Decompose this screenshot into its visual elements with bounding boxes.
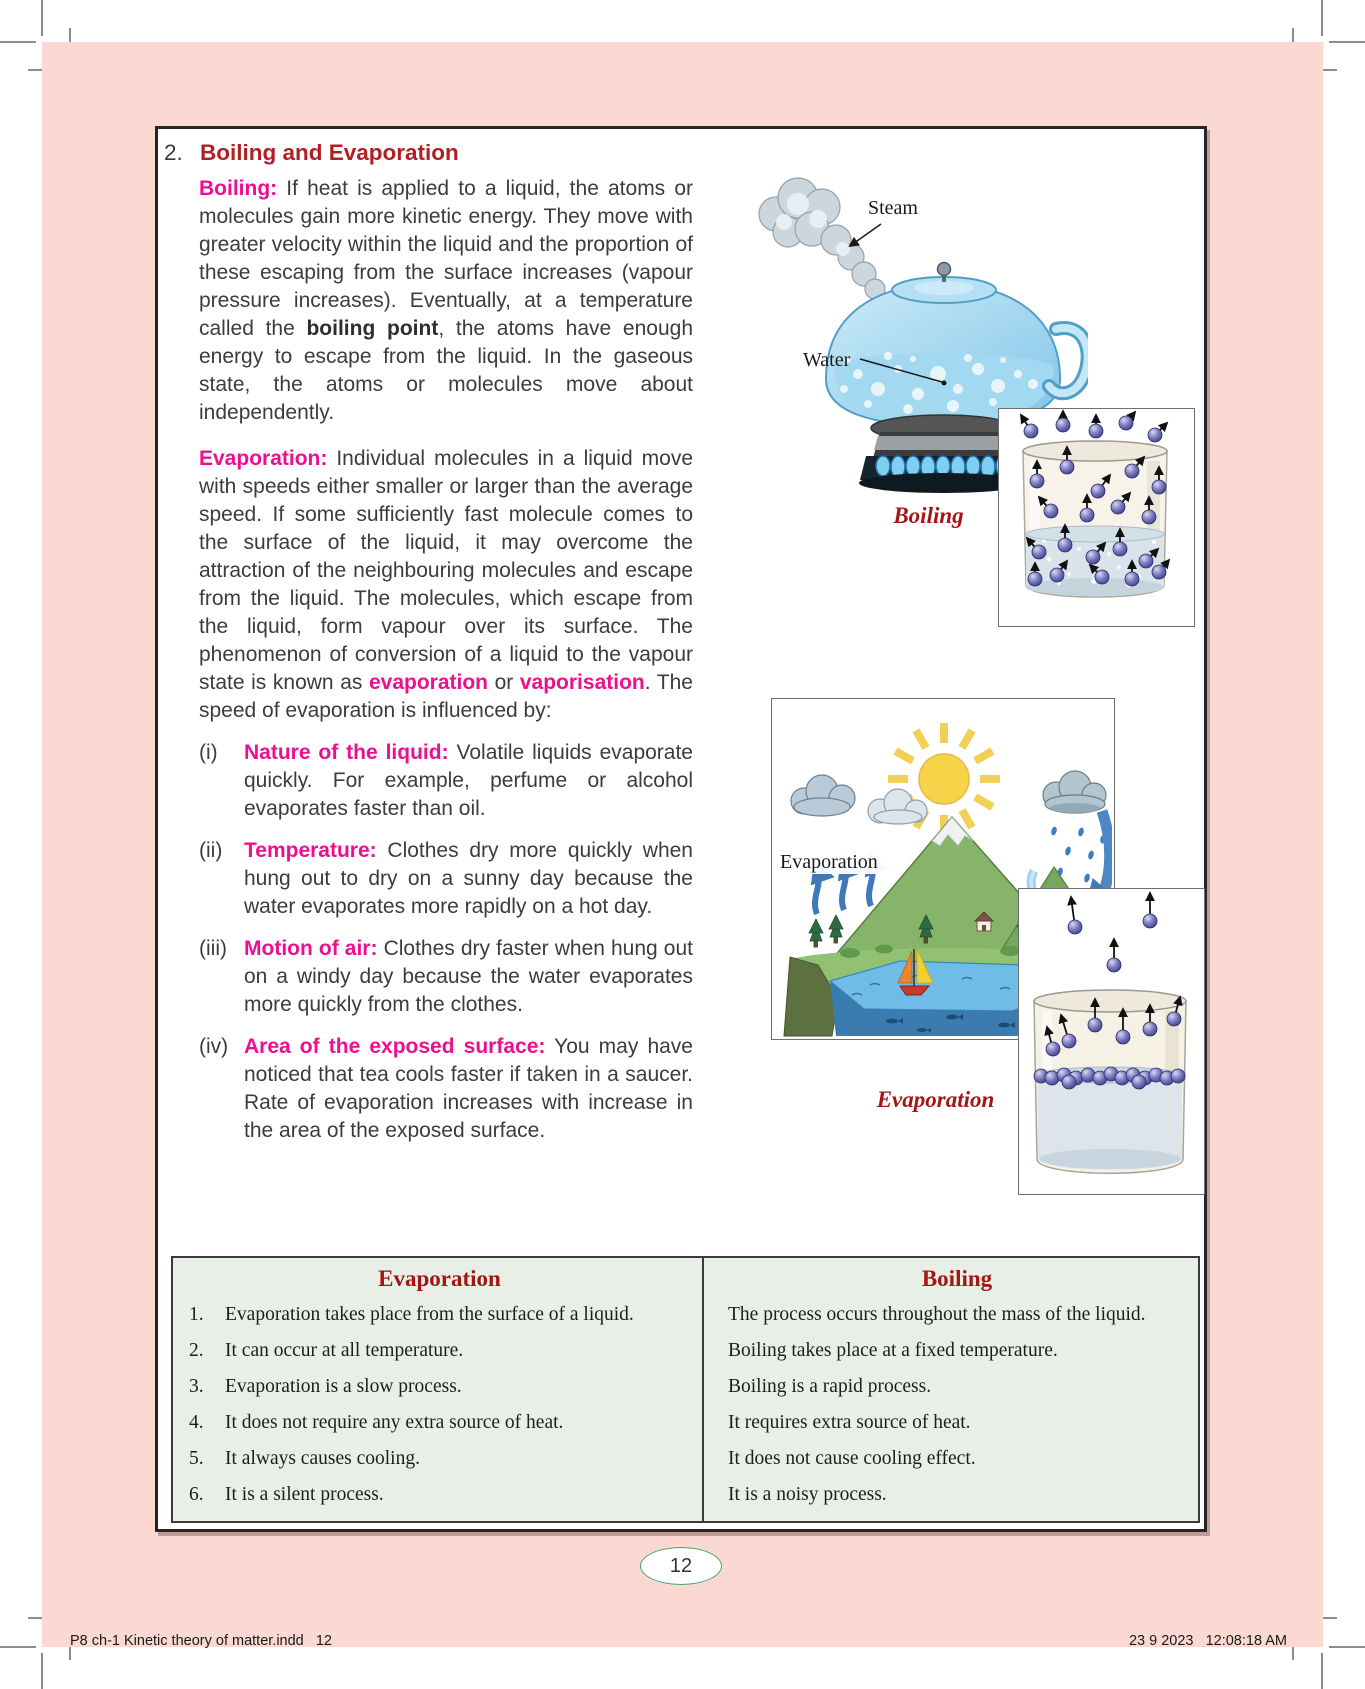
- keyword-evaporation-2: evaporation: [368, 671, 488, 694]
- crop-mark: [1329, 1646, 1365, 1648]
- evaporation-text-1: Individual molecules in a liquid move with speeds either smaller or larger than the average speed. If some sufficiently fast molecule comes to the surface of the liquid, it may overcome the attraction of the neighbouring molecules and escape from the liquid. The molecules, which escape from the liquid, form vapour over its surface. The phenomenon of conversion of a liquid to the vapour state is known as: [199, 447, 693, 694]
- beaker-rim: [1034, 990, 1186, 1012]
- imprint-filename: P8 ch-1 Kinetic theory of matter.indd 12: [70, 1633, 332, 1649]
- boiling-figure-box: [998, 408, 1195, 627]
- row-text: It does not cause cooling effect.: [728, 1448, 976, 1469]
- body-text-column: [199, 175, 693, 1145]
- row-text: Evaporation is a slow process.: [225, 1376, 462, 1397]
- evaporation-text-2: or: [488, 671, 520, 694]
- page-number: 12: [669, 1554, 693, 1577]
- row-text: Boiling is a rapid process.: [728, 1376, 932, 1397]
- boiling-text-2: , the atoms have enough energy to escape from the liquid. In the gaseous state, the atoms or molecules move about independently.: [199, 317, 693, 424]
- crop-mark: [1321, 1653, 1323, 1689]
- table-row: [728, 1441, 1186, 1477]
- water-label: Water: [803, 349, 851, 371]
- row-text: Boiling takes place at a fixed temperature.: [728, 1340, 1058, 1361]
- row-text: It always causes cooling.: [225, 1448, 420, 1469]
- factor-text: Volatile liquids evaporate quickly. For example, perfume or alcohol evaporates faster than oil.: [244, 741, 693, 820]
- row-number: 1.: [189, 1304, 204, 1325]
- paragraph-evaporation: [199, 445, 693, 725]
- evaporation-beaker: [1019, 889, 1202, 1192]
- table-row: [728, 1369, 1186, 1405]
- steam-pointer: [850, 224, 881, 246]
- factor-lead: Area of the exposed surface:: [244, 1035, 546, 1058]
- factor-item-4: [199, 1033, 693, 1145]
- factor-number: (i): [199, 741, 218, 764]
- factor-item-3: [199, 935, 693, 1019]
- factor-lead: Nature of the liquid:: [244, 741, 449, 764]
- factor-number: (iv): [199, 1035, 229, 1058]
- factor-lead: Motion of air:: [244, 937, 378, 960]
- factor-number: (ii): [199, 839, 223, 862]
- factor-item-2: [199, 837, 693, 921]
- table-row: [189, 1333, 690, 1369]
- content-frame: [155, 126, 1207, 1532]
- keyword-vaporisation: vaporisation: [519, 671, 645, 694]
- landscape-evaporation-label: Evaporation: [780, 851, 878, 873]
- row-number: 5.: [189, 1448, 204, 1469]
- table-row: [728, 1405, 1186, 1441]
- row-text: It can occur at all temperature.: [225, 1340, 464, 1361]
- table-column-evaporation: [173, 1258, 704, 1521]
- steam-label: Steam: [868, 197, 918, 219]
- factor-body: [244, 1033, 693, 1145]
- table-row: [189, 1405, 690, 1441]
- table-row: [189, 1477, 690, 1513]
- factor-text: Clothes dry more quickly when hung out to dry on a sunny day because the water evaporates more rapidly on a hot day.: [244, 839, 693, 918]
- table-row: [728, 1477, 1186, 1513]
- crop-mark: [41, 0, 43, 36]
- row-text: Evaporation takes place from the surface of a liquid.: [225, 1304, 634, 1325]
- table-row: [189, 1297, 690, 1333]
- row-text: It does not require any extra source of heat.: [225, 1412, 564, 1433]
- row-text: It is a silent process.: [225, 1484, 384, 1505]
- keyword-boiling: Boiling:: [199, 177, 278, 200]
- evaporation-boiling-table: [171, 1256, 1200, 1523]
- pink-page-background: [42, 42, 1323, 1647]
- table-header-evaporation: Evaporation: [378, 1266, 501, 1291]
- beaker-rim: [1023, 441, 1167, 461]
- row-number: 3.: [189, 1376, 204, 1397]
- row-number: 2.: [189, 1340, 204, 1361]
- lid-knob: [938, 263, 951, 276]
- table-row: [728, 1297, 1186, 1333]
- cloud-middle: [868, 789, 927, 824]
- crop-mark: [1321, 0, 1323, 36]
- boiling-beaker: [999, 409, 1192, 624]
- table-row: [189, 1441, 690, 1477]
- row-text: It requires extra source of heat.: [728, 1412, 971, 1433]
- row-number: 6.: [189, 1484, 204, 1505]
- row-number: 4.: [189, 1412, 204, 1433]
- factor-body: [244, 837, 693, 921]
- factor-number: (iii): [199, 937, 227, 960]
- row-text: The process occurs throughout the mass of the liquid.: [728, 1304, 1146, 1325]
- factor-text: You may have noticed that tea cools faster if taken in a saucer. Rate of evaporation increases with increase in the area of the exposed surface.: [244, 1035, 693, 1142]
- evaporation-text-3: . The speed of evaporation is influenced by:: [199, 671, 693, 722]
- boiling-caption: Boiling: [893, 503, 964, 528]
- liquid-surface: [1026, 526, 1164, 542]
- crop-mark: [0, 1646, 36, 1648]
- section-number: 2.: [164, 140, 183, 165]
- table-header-boiling: Boiling: [921, 1266, 993, 1291]
- table-column-boiling: [704, 1258, 1198, 1521]
- crop-mark: [41, 1653, 43, 1689]
- evaporation-figure-box: [1018, 888, 1205, 1195]
- page-number-badge: [640, 1547, 722, 1585]
- evaporation-caption: Evaporation: [876, 1087, 995, 1112]
- cloud-left: [791, 775, 855, 816]
- section-heading: [164, 139, 459, 167]
- table-row: [728, 1333, 1186, 1369]
- factor-lead: Temperature:: [244, 839, 377, 862]
- row-text: It is a noisy process.: [728, 1484, 887, 1505]
- keyword-evaporation: Evaporation:: [199, 447, 328, 470]
- table-row: [189, 1369, 690, 1405]
- paragraph-boiling: [199, 175, 693, 427]
- factor-text: Clothes dry faster when hung out on a windy day because the water evaporates more quickly from the clothes.: [244, 937, 693, 1016]
- section-title: Boiling and Evaporation: [200, 140, 459, 165]
- crop-mark: [1329, 41, 1365, 43]
- factor-item-1: [199, 739, 693, 823]
- crop-mark: [0, 41, 36, 43]
- bold-boiling-point: boiling point: [306, 317, 439, 340]
- factor-body: [244, 739, 693, 823]
- boiling-text-1: If heat is applied to a liquid, the atoms or molecules gain more kinetic energy. They move with greater velocity within the liquid and the proportion of these escaping from the surface increases (vapour pressure increases). Eventually, at a temperature called the: [199, 177, 693, 340]
- factor-body: [244, 935, 693, 1019]
- imprint-datetime: 23 9 2023 12:08:18 AM: [1128, 1633, 1287, 1649]
